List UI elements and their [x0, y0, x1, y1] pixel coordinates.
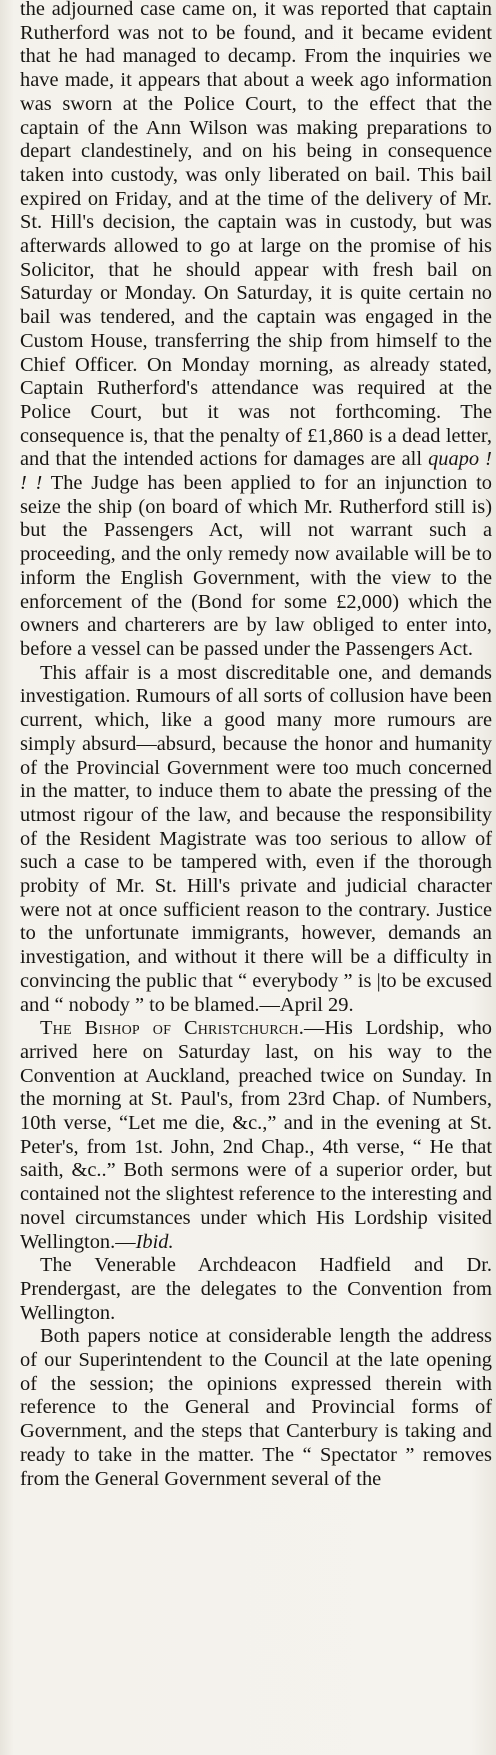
article-paragraph: [20, 1254, 492, 1325]
source-reference: Ibid.: [135, 1230, 174, 1253]
paragraph-text: This affair is a most discreditable one, and demands investigation. Rumours of all sorts of collusion have been current, which, like a good many more rumours are simply absurd—absurd, because the honor and humanity of the Provincial Government were too much concerned in the matter, to induce them to abate the pressing of the utmost rigour of the law, and because the responsibility of the Resident Magistrate was too serious to allow of such a case to be tampered with, even if the thorough probity of Mr. St. Hill's private and judicial character were not at once sufficient reason to the contrary. Justice to the unfortunate immigrants, however, demands an investigation, and without it there will be a difficulty in convincing the public that “ everybody ” is |to be excused and “ nobody ” to be blamed.—April 29.: [20, 661, 492, 1016]
article-paragraph: [20, 1017, 492, 1254]
paragraph-text: The Judge has been applied to for an injunction to seize the ship (on board of which Mr. Rutherford still is) but the Passengers Act, will not warrant such a proceeding, and the only remedy now available will be to inform the English Government, with the view to the enforcement of the (Bond for some £2,000) which the owners and charterers are by law obliged to enter into, before a vessel can be passed under the Passengers Act.: [20, 472, 492, 660]
article-paragraph: [20, 0, 492, 662]
paragraph-text: Both papers notice at considerable length the address of our Superintendent to the Council at the late opening of the session; the opinions expressed therein with reference to the General and Provincial forms of Government, and the steps that Canterbury is taking and ready to take in the matter. The “ Spectator ” removes from the General Government several of the: [20, 1325, 492, 1490]
article-paragraph: [20, 1325, 492, 1491]
section-heading: The Bishop of Christchurch.: [40, 1017, 305, 1040]
paragraph-text: —His Lordship, who arrived here on Saturday last, on his way to the Convention at Auckland, preached twice on Sunday. In the morning at St. Paul's, from 23rd Chap. of Numbers, 10th verse, “Let me die, &c.,” and in the evening at St. Peter's, from 1st. John, 2nd Chap., 4th verse, “ He that saith, &c..” Both sermons were of a superior order, but contained not the slightest reference to the interesting and novel circumstances under which His Lordship visited Wellington.—: [20, 1017, 492, 1253]
paragraph-text: the adjourned case came on, it was reported that captain Rutherford was not to be found, and it became evident that he had managed to decamp. From the inquiries we have made, it appears that about a week ago information was sworn at the Police Court, to the effect that the captain of the Ann Wilson was making preparations to depart clandestinely, and on his being in consequence taken into custody, was only liberated on bail. This bail expired on Friday, and at the time of the delivery of Mr. St. Hill's decision, the captain was in custody, but was afterwards allowed to go at large on the promise of his Solicitor, that he should appear with fresh bail on Saturday or Monday. On Saturday, it is quite certain no bail was tendered, and the captain was engaged in the Custom House, transferring the ship from himself to the Chief Officer. On Monday morning, as already stated, Captain Rutherford's attendance was required at the Police Court, but it was not forthcoming. The consequence is, that the penalty of £1,860 is a dead letter, and that the intended actions for damages are all: [20, 0, 492, 471]
paragraph-text: The Venerable Archdeacon Hadfield and Dr. Prendergast, are the delegates to the Convention from Wellington.: [20, 1254, 492, 1324]
article-column: [20, 0, 492, 1491]
article-paragraph: [20, 662, 492, 1018]
italic-text: quapo ! ! !: [20, 448, 492, 495]
